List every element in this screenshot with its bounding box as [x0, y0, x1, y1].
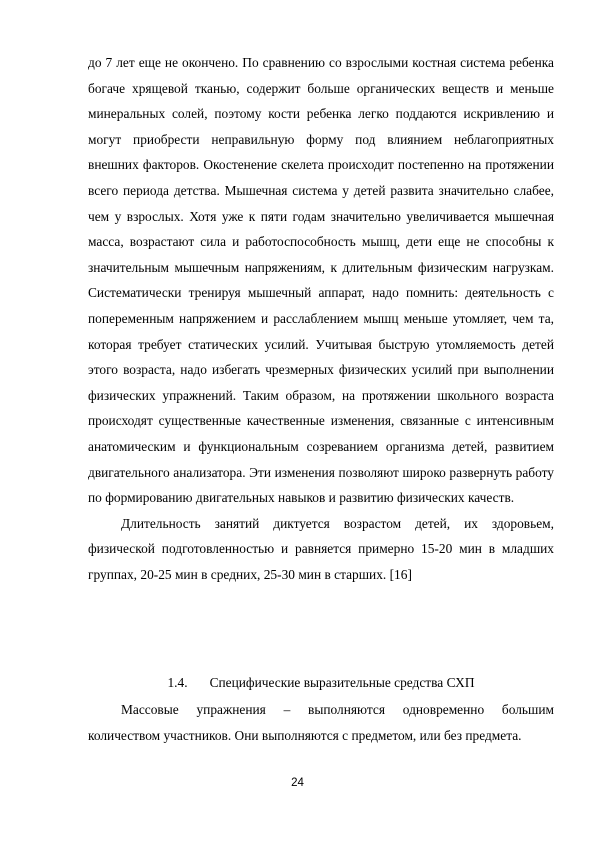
- page-number: 24: [291, 777, 304, 789]
- paragraph-duration: Длительность занятий диктуется возрастом детей, их здоровьем, физической подготовленностью и равняется примерно 15-20 мин в младших группах, 20-25 мин в средних, 25-30 мин в старших. [16]: [88, 515, 554, 582]
- paragraph-mass-exercises: Массовые упражнения – выполняются одновременно большим количеством участников. Они выполняются с предметом, или без предмета.: [88, 702, 554, 743]
- section-number: 1.4.: [167, 675, 188, 690]
- section-heading: [88, 670, 554, 696]
- section-body-text: [88, 697, 554, 748]
- body-text: [88, 50, 554, 587]
- section-title: Специфические выразительные средства СХП: [209, 675, 475, 690]
- paragraph-continuation: до 7 лет еще не окончено. По сравнению со взрослыми костная система ребенка богаче хрящевой тканью, содержит больше органических веществ и меньше минеральных солей, поэтому кости ребенка легко поддаются искривлению и могут приобрести неправильную форму под влиянием неблагоприятных внешних факторов. Окостенение скелета происходит постепенно на протяжении всего периода детства. Мышечная система у детей развита значительно слабее, чем у взрослых. Хотя уже к пяти годам значительно увеличивается мышечная масса, возрастают сила и работоспособность мышц, дети еще не способны к значительным мышечным напряжениям, к длительным физическим нагрузкам. Систематически тренируя мышечный аппарат, надо помнить: деятельность с попеременным напряжением и расслаблением мышц меньше утомляет, чем та, которая требует статических усилий. Учитывая быструю утомляемость детей этого возраста, надо избегать чрезмерных физических усилий при выполнении физических упражнений. Таким образом, на протяжении школьного возраста происходят существенные качественные изменения, связанные с интенсивным анатомическим и функциональным созреванием организма детей, развитием двигательного анализатора. Эти изменения позволяют широко развернуть работу по формированию двигательных навыков и развитию физических качеств.: [88, 55, 554, 506]
